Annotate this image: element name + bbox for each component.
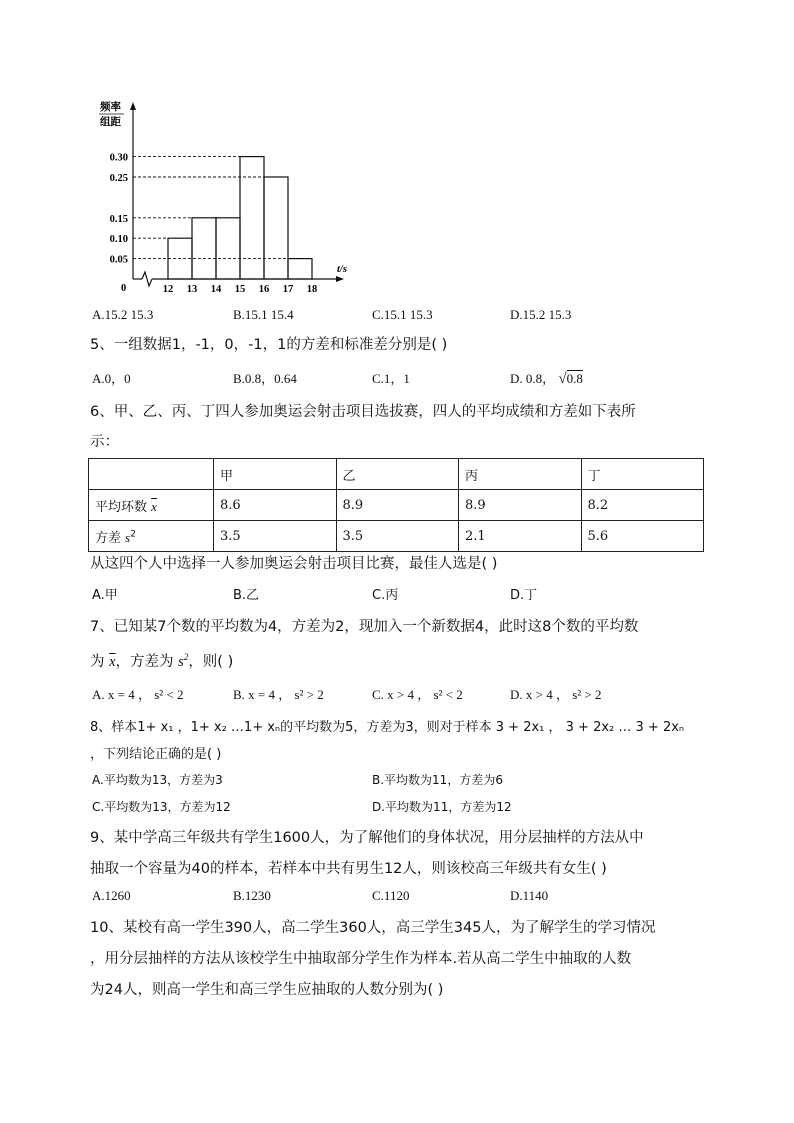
- axis-break: [142, 272, 152, 286]
- q4-option-a[interactable]: A.15.2 15.3: [92, 307, 154, 322]
- table-cell: 3.5: [336, 521, 459, 552]
- y-tick-label: 0.10: [109, 234, 128, 246]
- q6-option-c[interactable]: C.丙: [372, 588, 399, 603]
- q4-option-d[interactable]: D.15.2 15.3: [510, 307, 572, 322]
- q7-stem-line1: 7、已知某7个数的平均数为4，方差为2，现加入一个新数据4，此时这8个数的平均数: [90, 619, 639, 635]
- variance-symbol: $s^2$: [178, 652, 189, 670]
- table-cell: 3.5: [214, 521, 337, 552]
- x-tick-label: 16: [258, 284, 270, 295]
- x-axis-arrow: [336, 276, 344, 282]
- q5-option-b[interactable]: B.0.8，0.64: [233, 371, 297, 386]
- q6-option-d[interactable]: D.丁: [510, 588, 538, 603]
- table-row: [89, 521, 704, 552]
- row-label-variance: 方差 $s^2$: [89, 521, 214, 552]
- x-tick-label: 13: [186, 284, 198, 295]
- q6-stats-table: [88, 458, 704, 552]
- x-tick-label: 18: [306, 284, 318, 295]
- histogram-bar: [216, 218, 240, 279]
- q8-option-b[interactable]: B.平均数为11，方差为6: [372, 773, 503, 787]
- q9-option-b[interactable]: B.1230: [233, 888, 271, 903]
- q5-option-c[interactable]: C.1，1: [372, 371, 410, 386]
- origin-label: 0: [121, 283, 127, 294]
- q5-option-d[interactable]: [510, 368, 583, 388]
- q6-option-a[interactable]: A.甲: [92, 588, 118, 603]
- q6-question: 从这四个人中选择一人参加奥运会射击项目比赛，最佳人选是( ): [90, 556, 498, 572]
- q5-option-a[interactable]: A.0，0: [92, 371, 131, 386]
- y-axis-arrow: [130, 102, 136, 110]
- q6-stem-line2: 示：: [90, 434, 119, 450]
- mean-symbol: $\overline{x}$: [109, 654, 116, 670]
- table-cell: 8.9: [459, 490, 582, 521]
- table-cell: 2.1: [459, 521, 582, 552]
- q7-option-a[interactable]: A. x = 4 ， s² < 2: [92, 687, 184, 702]
- table-cell: 8.9: [336, 490, 459, 521]
- q9-option-d[interactable]: D.1140: [510, 888, 549, 903]
- histogram-bar: [264, 177, 288, 279]
- y-axis-label-top: 频率: [100, 102, 121, 113]
- q10-stem-line1: 10、某校有高一学生390人，高二学生360人，高三学生345人，为了解学生的学习情况: [90, 920, 656, 936]
- q8-stem-line1: 8、样本1+ x₁ ，1+ x₂ …1+ xₙ的平均数为5，方差为3，则对于样本 3 + 2x₁ ， 3 + 2x₂ … 3 + 2xₙ: [90, 720, 685, 735]
- q4-option-c[interactable]: C.15.1 15.3: [372, 307, 433, 322]
- table-header-empty: [89, 459, 214, 490]
- q5-stem: 5、一组数据1，-1，0，-1，1的方差和标准差分别是( ): [90, 337, 448, 353]
- y-axis-label-bottom: 组距: [100, 117, 121, 128]
- q10-stem-line2: ，用分层抽样的方法从该校学生中抽取部分学生作为样本.若从高二学生中抽取的人数: [90, 951, 632, 967]
- q6-option-b[interactable]: B.乙: [233, 588, 260, 603]
- q7-stem-line2: 为 $\overline{x}$，方差为 $s^2$，则( ): [90, 652, 234, 670]
- sqrt-value: 0.8: [566, 371, 583, 386]
- q7-option-d[interactable]: D. x > 4 ， s² > 2: [510, 687, 602, 702]
- mean-symbol: $\overline{x}$: [151, 498, 157, 514]
- table-row: [89, 490, 704, 521]
- table-cell: 8.6: [214, 490, 337, 521]
- sqrt-symbol: √: [558, 371, 567, 387]
- q10-stem-line3: 为24人，则高一学生和高三学生应抽取的人数分别为( ): [90, 982, 444, 998]
- histogram-bar: [240, 157, 264, 279]
- histogram-bar: [288, 259, 312, 279]
- row-label-mean: 平均环数 $\overline{x}$: [89, 490, 214, 521]
- x-tick-label: 14: [210, 284, 222, 295]
- q8-option-a[interactable]: A.平均数为13，方差为3: [92, 773, 223, 787]
- table-header-yi: 乙: [336, 459, 459, 490]
- q9-stem-line1: 9、某中学高三年级共有学生1600人，为了解他们的身体状况，用分层抽样的方法从中: [90, 830, 644, 846]
- histogram-chart: [0, 0, 794, 310]
- y-tick-label: 0.15: [109, 213, 128, 225]
- variance-symbol: s: [125, 529, 131, 545]
- x-tick-label: 17: [282, 284, 294, 295]
- q7-option-b[interactable]: B. x = 4 ， s² > 2: [233, 687, 324, 702]
- q9-option-c[interactable]: C.1120: [372, 888, 410, 903]
- q7-option-c[interactable]: C. x > 4 ， s² < 2: [372, 687, 463, 702]
- table-cell: 8.2: [581, 490, 704, 521]
- y-tick-label: 0.30: [109, 152, 128, 164]
- q9-option-a[interactable]: A.1260: [92, 888, 131, 903]
- q8-stem-line2: ，下列结论正确的是( ): [90, 747, 222, 762]
- x-tick-label: 12: [162, 284, 174, 295]
- q5-option-d-label: D. 0.8，: [510, 371, 556, 386]
- q9-stem-line2: 抽取一个容量为40的样本，若样本中共有男生12人，则该校高三年级共有女生( ): [90, 861, 607, 877]
- y-tick-label: 0.25: [109, 173, 128, 184]
- x-axis-label: t/s: [337, 264, 347, 275]
- table-header-jia: 甲: [214, 459, 337, 490]
- histogram-bar: [192, 218, 216, 279]
- table-cell: 5.6: [581, 521, 704, 552]
- q8-option-d[interactable]: D.平均数为11，方差为12: [372, 800, 512, 814]
- q6-stem-line1: 6、甲、乙、丙、丁四人参加奥运会射击项目选拔赛，四人的平均成绩和方差如下表所: [90, 404, 636, 420]
- q4-option-b[interactable]: B.15.1 15.4: [233, 307, 294, 322]
- table-header-ding: 丁: [581, 459, 704, 490]
- x-tick-label: 15: [234, 284, 246, 295]
- y-tick-label: 0.05: [109, 254, 128, 266]
- table-header-row: [89, 459, 704, 490]
- q8-option-c[interactable]: C.平均数为13，方差为12: [92, 800, 231, 814]
- table-header-bing: 丙: [459, 459, 582, 490]
